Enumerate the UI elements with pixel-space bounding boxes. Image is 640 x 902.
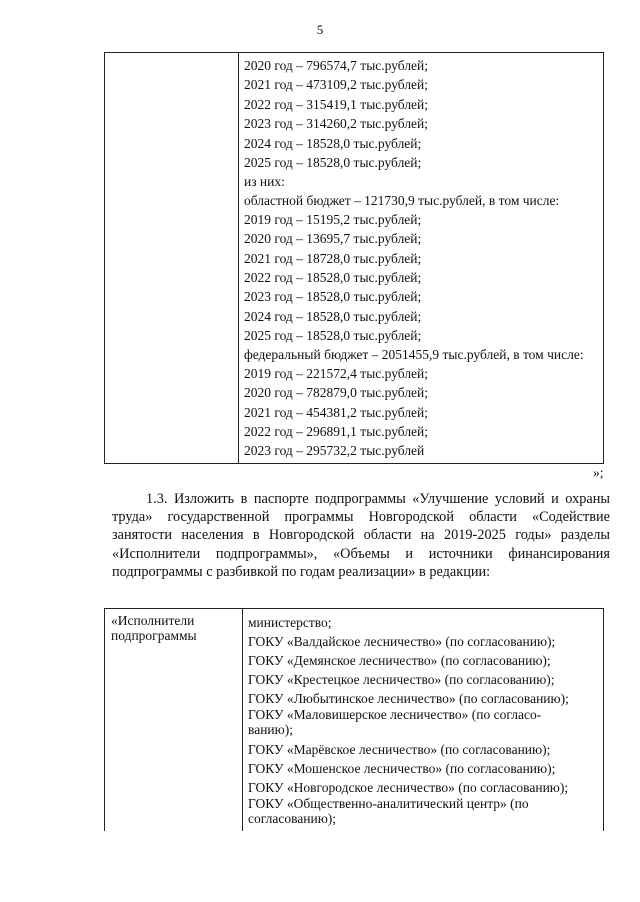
funding-line: 2020 год – 796574,7 тыс.рублей; <box>244 58 429 73</box>
funding-line: 2019 год – 15195,2 тыс.рублей; <box>244 211 422 227</box>
table-closing-quote: »; <box>593 465 604 480</box>
executor-line: ГОКУ «Любытинское лесничество» (по согласованию); <box>248 691 569 706</box>
funding-line: 2023 год – 295732,2 тыс.рублей <box>244 443 425 459</box>
page-number: 5 <box>316 22 324 37</box>
executor-line: ГОКУ «Новгородское лесничество» (по согласованию); <box>248 780 569 795</box>
funding-line: 2023 год – 314260,2 тыс.рублей; <box>244 116 429 132</box>
funding-line: 2025 год – 18528,0 тыс.рублей; <box>244 155 422 171</box>
funding-line: 2024 год – 18528,0 тыс.рублей; <box>244 308 422 324</box>
regional-budget-line: областной бюджет – 121730,9 тыс.рублей, в том числе: <box>244 192 560 208</box>
executors-table <box>104 608 604 831</box>
executor-line: ГОКУ «Крестецкое лесничество» (по согласованию); <box>248 672 555 687</box>
funding-line: 2023 год – 18528,0 тыс.рублей; <box>244 289 422 305</box>
funding-table-values-cell <box>239 53 604 464</box>
funding-table-label-cell <box>105 53 239 464</box>
executors-list-cell <box>243 609 604 832</box>
funding-line: 2020 год – 13695,7 тыс.рублей; <box>244 231 422 247</box>
funding-line: 2021 год – 454381,2 тыс.рублей; <box>244 404 429 420</box>
executor-line: ГОКУ «Маловишерское лесничество» (по согласо-ванию); <box>248 707 542 737</box>
funding-line: 2022 год – 18528,0 тыс.рублей; <box>244 270 422 286</box>
amendment-paragraph-text: 1.3. Изложить в паспорте подпрограммы «Улучшение условий и охраны труда» государственной программы Новгородской области «Содействие занятости населения в Новгородской области на 2019-2025 годы» разделы «Исполнители подпрограммы», «Объемы и источники финансирования подпрограммы с разбивкой по годам реализации» в редакции: <box>112 491 610 580</box>
federal-budget-line: федеральный бюджет – 2051455,9 тыс.рублей, в том числе: <box>244 346 584 362</box>
executor-line: ГОКУ «Марёвское лесничество» (по согласованию); <box>248 742 551 757</box>
executors-label: «Исполнители подпрограммы <box>105 609 243 832</box>
funding-line: 2021 год – 18728,0 тыс.рублей; <box>244 250 422 266</box>
funding-line: из них: <box>244 174 285 190</box>
funding-line: 2024 год – 18528,0 тыс.рублей; <box>244 135 422 151</box>
funding-line: 2022 год – 315419,1 тыс.рублей; <box>244 96 429 112</box>
executor-line: ГОКУ «Общественно-аналитический центр» (по согласованию); <box>248 796 529 826</box>
executor-line: министерство; <box>248 615 332 630</box>
funding-line: 2021 год – 473109,2 тыс.рублей; <box>244 77 429 93</box>
executor-line: ГОКУ «Демянское лесничество» (по согласованию); <box>248 653 551 668</box>
funding-table-continued <box>104 52 604 464</box>
funding-line: 2022 год – 296891,1 тыс.рублей; <box>244 423 429 439</box>
funding-line: 2020 год – 782879,0 тыс.рублей; <box>244 385 429 401</box>
funding-line: 2025 год – 18528,0 тыс.рублей; <box>244 328 422 344</box>
funding-line: 2019 год – 221572,4 тыс.рублей; <box>244 365 429 381</box>
executor-line: ГОКУ «Мошенское лесничество» (по согласованию); <box>248 761 556 776</box>
executor-line: ГОКУ «Валдайское лесничество» (по согласованию); <box>248 634 556 649</box>
amendment-paragraph <box>112 490 610 581</box>
